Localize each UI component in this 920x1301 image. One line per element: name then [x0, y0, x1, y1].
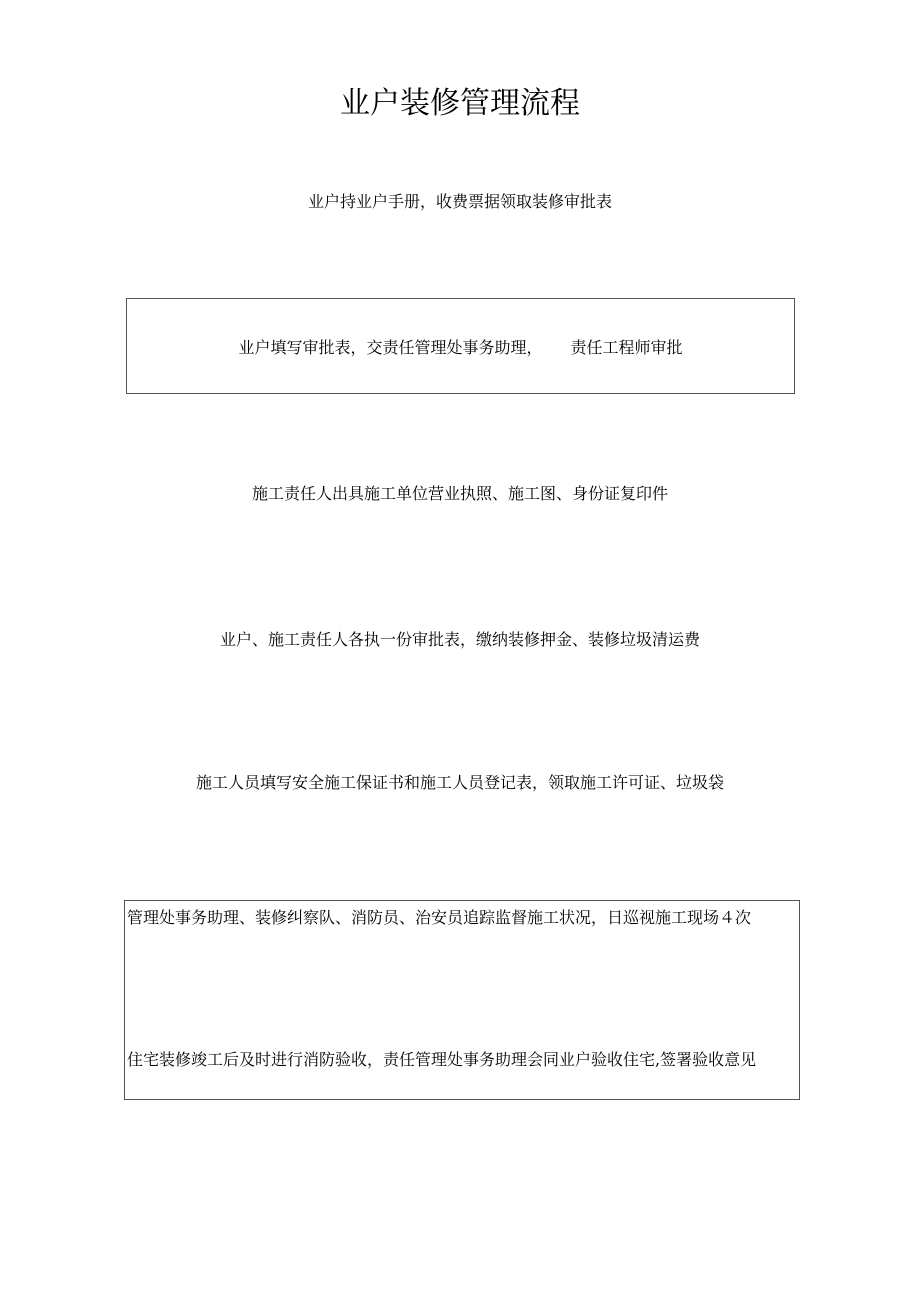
flow-step-7: 住宅装修竣工后及时进行消防验收，责任管理处事务助理会同业户验收住宅,签署验收意见	[127, 1050, 757, 1069]
flow-step-1: 业户持业户手册，收费票据领取装修审批表	[307, 192, 612, 211]
page-title: 业户装修管理流程	[340, 86, 580, 121]
flow-step-5: 施工人员填写安全施工保证书和施工人员登记表，领取施工许可证、垃圾袋	[195, 773, 724, 792]
flow-step-2-box	[126, 298, 795, 394]
flow-step-2-part-1: 业户填写审批表，交责任管理处事务助理，	[238, 338, 543, 357]
flow-step-6: 管理处事务助理、装修纠察队、消防员、治安员追踪监督施工状况，日巡视施工现场４次	[127, 908, 752, 927]
flow-step-2-part-2: 责任工程师审批	[570, 338, 683, 357]
flow-step-2-text	[127, 336, 794, 360]
flow-step-3: 施工责任人出具施工单位营业执照、施工图、身份证复印件	[251, 484, 668, 503]
flow-step-6-7-box	[124, 900, 800, 1100]
flow-step-4: 业户、施工责任人各执一份审批表，缴纳装修押金、装修垃圾清运费	[219, 630, 700, 649]
